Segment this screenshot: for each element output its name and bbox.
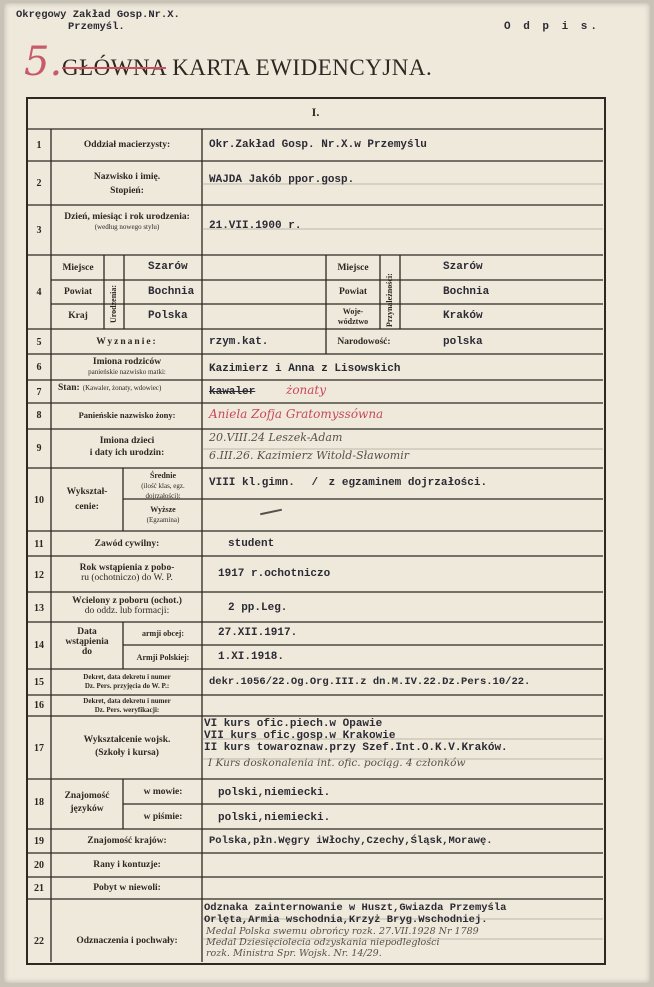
label-line: Rok wstąpienia z pobo-: [79, 563, 175, 573]
row-number: 4: [36, 287, 42, 298]
value-written-languages: polski,niemiecki.: [218, 812, 331, 824]
label-line: Stopień:: [110, 186, 144, 196]
row-number: 22: [34, 936, 44, 947]
label-birth-county: Powiat: [64, 287, 92, 297]
label-home-unit: Oddział macierzysty:: [83, 140, 171, 150]
label-polish-army: Armji Polskiej:: [136, 653, 190, 662]
label-line: języków: [70, 804, 104, 814]
section-heading: I.: [311, 105, 320, 119]
label-birth-group: Urodzenia:: [109, 284, 118, 323]
label-captivity: Pobyt w niewoli:: [93, 883, 161, 893]
value-child-2: 6.III.26. Kazimierz Witold-Sławomir: [209, 449, 409, 462]
row-number: 17: [34, 743, 44, 754]
label-foreign-army: armji obcej:: [142, 629, 184, 638]
row-number: 20: [34, 860, 44, 871]
label-line: Wykształ-: [66, 487, 108, 497]
course-line: VII kurs ofic.gosp.w Krakowie: [204, 730, 396, 742]
value-marital-struck: kawaler: [209, 386, 256, 398]
label-note: (według nowego stylu): [94, 223, 160, 231]
label-line: Wyższe: [150, 505, 176, 514]
label-line: Nazwisko i imię.: [93, 172, 161, 182]
value-birth-county: Bochnia: [148, 286, 195, 298]
label-nationality: Narodowość:: [337, 337, 391, 347]
title-struck-word: GŁÓWNA: [62, 55, 166, 80]
row-number: 8: [36, 410, 42, 421]
value-admission-decree: dekr.1056/22.Og.Org.III.z dn.M.IV.22.Dz.Pers.10/22.: [209, 676, 531, 688]
label-line: Wykształcenie wojsk.: [83, 735, 171, 745]
label-civil-profession: Zawód cywilny:: [94, 539, 160, 549]
label-line: Stan:: [58, 383, 80, 393]
award-line: Orlęta,Armia wschodnia,Krzyż Bryg.Wschodniej.: [204, 914, 488, 926]
value-school: VIII kl.gimn.: [209, 477, 295, 489]
value-nationality: polska: [443, 336, 483, 348]
document-page: [4, 3, 650, 983]
label-parents: [52, 357, 202, 377]
label-military-education: [52, 735, 202, 758]
value-child-1: 20.VIII.24 Leszek-Adam: [209, 431, 343, 444]
issuer-line-2: Przemyśl.: [68, 21, 125, 33]
label-note: (ilość klas, egz. dojrzałości):: [141, 482, 185, 500]
label-line: ru (ochotniczo) do W. P.: [81, 573, 173, 583]
row-number: 15: [34, 677, 44, 688]
value-marital-handwritten: żonaty: [286, 383, 327, 397]
row-number: 18: [34, 797, 44, 808]
label-admission-decree: [52, 673, 202, 691]
label-education: [52, 487, 122, 512]
label-name-rank: [52, 172, 202, 196]
row-number: 3: [36, 225, 42, 236]
value-awards-handwritten: [206, 926, 479, 959]
label-entry-date: [52, 627, 122, 657]
label-line: i daty ich urodzin:: [89, 448, 165, 458]
label-secondary-education: [124, 471, 202, 501]
row-number: 14: [34, 640, 44, 651]
label-enlistment-year: [52, 563, 202, 583]
page-title: [62, 55, 642, 81]
label-line: cenie:: [75, 502, 99, 512]
row-number: 10: [34, 495, 44, 506]
row-number: 11: [34, 539, 44, 550]
label-belong-place: Miejsce: [337, 263, 369, 273]
issuer-line-1: Okręgowy Zakład Gosp.Nr.X.: [16, 9, 180, 21]
label-line: Dekret, data dekretu i numer: [83, 673, 171, 681]
value-belong-county: Bochnia: [443, 286, 490, 298]
value-polish-army-date: 1.XI.1918.: [218, 651, 285, 663]
row-number: 12: [34, 570, 44, 581]
label-written: w piśmie:: [143, 812, 183, 822]
label-children: [52, 436, 202, 458]
label-belong-group: Przynależności:: [385, 273, 394, 327]
row-number: 7: [36, 387, 42, 398]
value-belong-place: Szarów: [443, 261, 483, 273]
label-line: Wcielony z poboru (ochot.): [72, 596, 182, 606]
value-wife-maiden-name: Aniela Zofja Gratomyssówna: [209, 407, 384, 421]
label-awards: Odznaczenia i pochwały:: [76, 936, 178, 946]
label-higher-education: [124, 505, 202, 525]
row-number: 21: [34, 883, 44, 894]
value-military-education: [204, 718, 508, 754]
label-note: (Egzamina): [146, 516, 180, 524]
value-religion: rzym.kat.: [209, 336, 269, 348]
value-birth-country: Polska: [148, 310, 188, 322]
course-line: II kurs towaroznaw.przy Szef.Int.O.K.V.Kraków.: [204, 742, 508, 754]
label-line: Dzień, miesiąc i rok urodzenia:: [64, 212, 190, 222]
value-spoken-languages: polski,niemiecki.: [218, 787, 331, 799]
issuer-stamp: [16, 9, 180, 33]
value-civil-profession: student: [228, 538, 275, 550]
label-assigned-unit: [52, 596, 202, 616]
value-assigned-unit: 2 pp.Leg.: [228, 602, 288, 614]
award-hand-line: rozk. Ministra Spr. Wojsk. Nr. 14/29.: [206, 948, 382, 959]
row-number: 5: [36, 337, 42, 348]
record-form: [26, 97, 606, 965]
value-known-countries: Polska,płn.Węgry iWłochy,Czechy,Śląsk,Morawę.: [209, 835, 493, 847]
label-line: Dz. Pers. weryfikacji:: [94, 706, 160, 714]
label-marital-status: [52, 383, 202, 393]
label-belong-county: Powiat: [339, 287, 367, 297]
label-religion: Wyznanie:: [96, 337, 158, 347]
label-wounds: Rany i kontuzje:: [93, 860, 161, 870]
row-number: 16: [34, 700, 44, 711]
row-number: 6: [36, 362, 42, 373]
page-number-mark: 5.: [24, 39, 63, 85]
label-spoken: w mowie:: [143, 787, 183, 797]
value-exam: z egzaminem dojrzałości.: [328, 477, 488, 489]
label-known-countries: Znajomość krajów:: [87, 836, 167, 846]
value-parents: Kazimierz i Anna z Lisowskich: [209, 363, 401, 375]
label-line: Data: [77, 627, 97, 637]
label-note: (Kawaler, żonaty, wdowiec): [82, 384, 162, 392]
label-verification-decree: [52, 697, 202, 715]
value-birth-date: 21.VII.1900 r.: [209, 220, 302, 232]
label-line: wstąpienia: [65, 637, 109, 647]
row-number: 13: [34, 603, 44, 614]
label-line: do oddz. lub formacji:: [84, 606, 170, 616]
value-military-education-handwritten: I Kurs doskonalenia int. ofic. pociąg. 4 członków: [208, 757, 466, 769]
label-birth-date: [54, 212, 200, 232]
label-line: do: [81, 647, 93, 657]
value-foreign-army-date: 27.XII.1917.: [218, 627, 298, 639]
value-enlistment-year: 1917 r.ochotniczo: [218, 568, 331, 580]
value-secondary-education: [209, 477, 487, 489]
award-hand-line: Medal Polska swemu obrońcy rozk. 27.VII.1928 Nr 1789: [206, 926, 479, 937]
value-belong-voivodeship: Kraków: [443, 310, 483, 322]
label-line: Dz. Pers. przyjęcia do W. P.:: [84, 682, 170, 690]
title-text: KARTA EWIDENCYJNA.: [172, 55, 433, 80]
label-line: Imiona rodziców: [92, 357, 162, 367]
label-line: Dekret, data dekretu i numer: [83, 697, 171, 705]
label-birth-country: Kraj: [68, 311, 88, 321]
label-note: panieńskie nazwisko matki:: [88, 368, 166, 376]
label-languages: [52, 791, 122, 814]
label-wife-maiden-name: Panieńskie nazwisko żony:: [78, 410, 176, 420]
award-line: Odznaka zainternowanie w Huszt,Gwiazda Przemyśla: [204, 902, 507, 914]
row-number: 2: [36, 178, 42, 189]
label-belong-voivodeship: Woje- wództwo: [337, 307, 369, 326]
label-birth-place: Miejsce: [62, 263, 94, 273]
row-number: 19: [34, 836, 44, 847]
label-line: (Szkoły i kursa): [95, 748, 159, 758]
row-number: 1: [36, 140, 42, 151]
value-name-rank: WAJDA Jakób ppor.gosp.: [209, 174, 355, 186]
value-awards: [204, 902, 506, 926]
award-hand-line: Medal Dziesięciolecia odzyskania niepodległości: [206, 937, 440, 948]
value-birth-place: Szarów: [148, 261, 188, 273]
row-number: 9: [36, 443, 42, 454]
separator-slash-icon: /: [311, 477, 319, 489]
course-line: VI kurs ofic.piech.w Opawie: [204, 718, 383, 730]
copy-label: O d p i s.: [504, 21, 601, 33]
label-line: Średnie: [149, 471, 177, 480]
value-home-unit: Okr.Zakład Gosp. Nr.X.w Przemyślu: [209, 139, 427, 151]
label-line: Imiona dzieci: [99, 436, 155, 446]
label-line: Znajomość: [64, 791, 110, 801]
